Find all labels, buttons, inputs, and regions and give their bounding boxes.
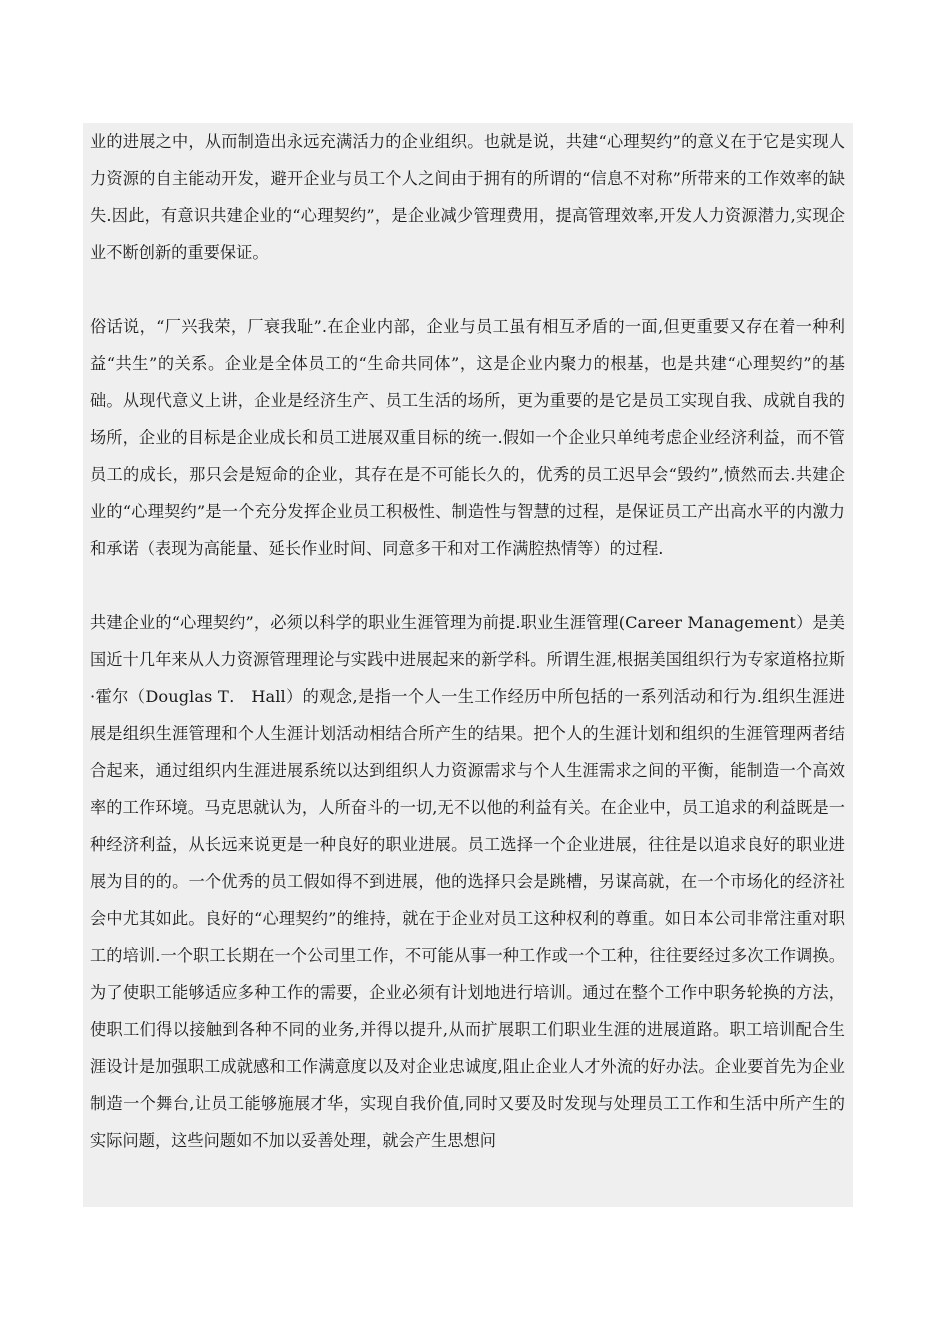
paragraph-spacer	[90, 567, 845, 604]
paragraph-spacer	[90, 271, 845, 308]
document-body	[83, 123, 853, 1207]
paragraph-3: 共建企业的“心理契约”，必须以科学的职业生涯管理为前提.职业生涯管理(Career Management）是美国近十几年来从人力资源管理理论与实践中进展起来的新学科。所谓生涯,根据美国组织行为专家道格拉斯·霍尔（Douglas T． Hall）的观念,是指一个人一生工作经历中所包括的一系列活动和行为.组织生涯进展是组织生涯管理和个人生涯计划活动相结合所产生的结果。把个人的生涯计划和组织的生涯管理两者结合起来，通过组织内生涯进展系统以达到组织人力资源需求与个人生涯需求之间的平衡，能制造一个高效率的工作环境。马克思就认为，人所奋斗的一切,无不以他的利益有关。在企业中，员工追求的利益既是一种经济利益，从长远来说更是一种良好的职业进展。员工选择一个企业进展，往往是以追求良好的职业进展为目的的。一个优秀的员工假如得不到进展，他的选择只会是跳槽，另谋高就，在一个市场化的经济社会中尤其如此。良好的“心理契约”的维持，就在于企业对员工这种权利的尊重。如日本公司非常注重对职工的培训.一个职工长期在一个公司里工作，不可能从事一种工作或一个工种，往往要经过多次工作调换。为了使职工能够适应多种工作的需要，企业必须有计划地进行培训。通过在整个工作中职务轮换的方法，使职工们得以接触到各种不同的业务,并得以提升,从而扩展职工们职业生涯的进展道路。职工培训配合生涯设计是加强职工成就感和工作满意度以及对企业忠诚度,阻止企业人才外流的好办法。企业要首先为企业制造一个舞台,让员工能够施展才华，实现自我价值,同时又要及时发现与处理员工工作和生活中所产生的实际问题，这些问题如不加以妥善处理，就会产生思想问	[90, 613, 845, 1150]
paragraph-1: 业的进展之中，从而制造出永远充满活力的企业组织。也就是说，共建“心理契约”的意义在于它是实现人力资源的自主能动开发，避开企业与员工个人之间由于拥有的所谓的“信息不对称”所带来的工作效率的缺失.因此，有意识共建企业的“心理契约”，是企业减少管理费用，提高管理效率,开发人力资源潜力,实现企业不断创新的重要保证。	[90, 132, 845, 262]
paragraph-2: 俗话说，“厂兴我荣，厂衰我耻”.在企业内部，企业与员工虽有相互矛盾的一面,但更重要又存在着一种利益“共生”的关系。企业是全体员工的“生命共同体”，这是企业内聚力的根基，也是共建“心理契约”的基础。从现代意义上讲，企业是经济生产、员工生活的场所，更为重要的是它是员工实现自我、成就自我的场所，企业的目标是企业成长和员工进展双重目标的统一.假如一个企业只单纯考虑企业经济利益，而不管员工的成长，那只会是短命的企业，其存在是不可能长久的，优秀的员工迟早会“毁约”,愤然而去.共建企业的“心理契约”是一个充分发挥企业员工积极性、制造性与智慧的过程，是保证员工产出高水平的内激力和承诺（表现为高能量、延长作业时间、同意多干和对工作满腔热情等）的过程.	[90, 317, 845, 558]
